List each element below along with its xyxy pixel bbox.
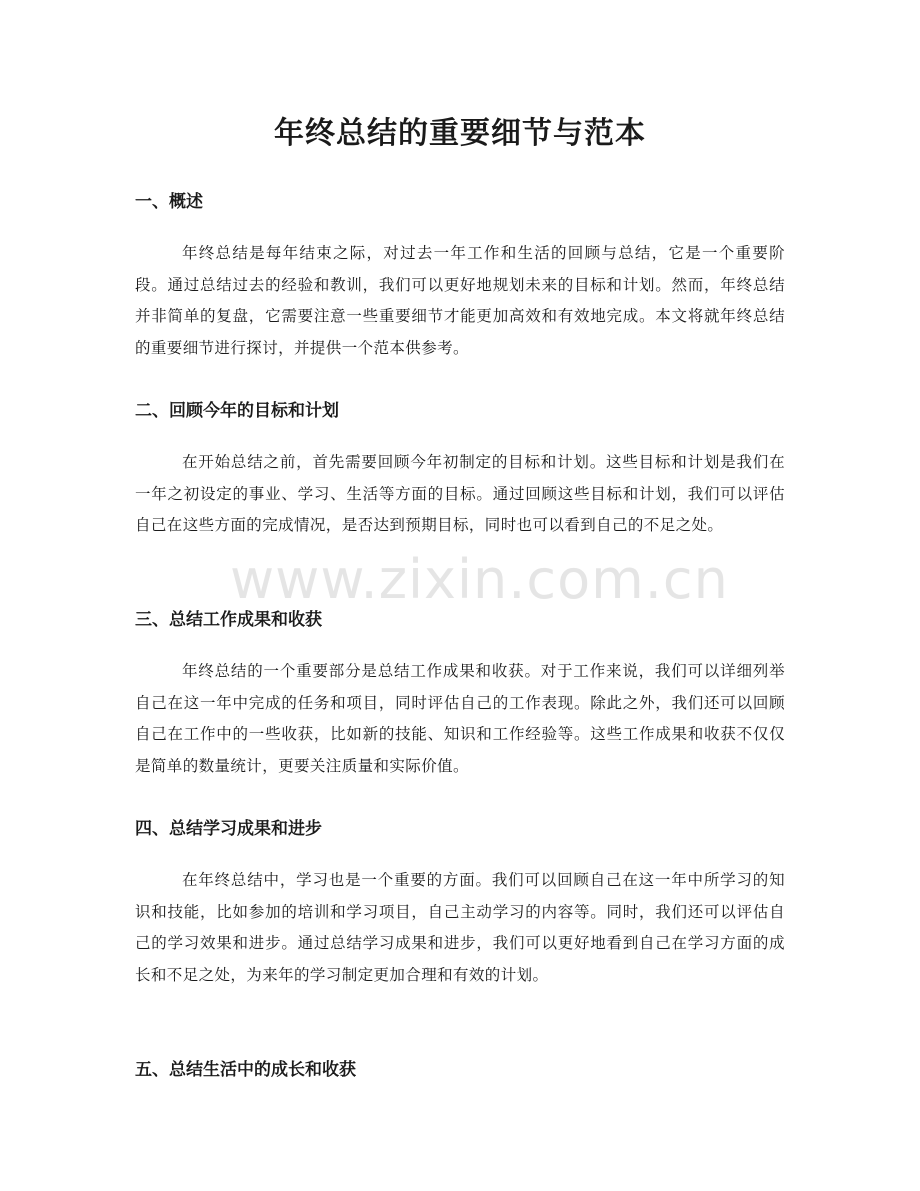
section-heading: 五、总结生活中的成长和收获 [135,1060,356,1080]
section-heading: 三、总结工作成果和收获 [135,610,322,630]
section-overview [135,190,785,364]
section-study-results [135,817,785,991]
section-life-growth [135,1058,785,1082]
document-title: 年终总结的重要细节与范本 [274,116,646,151]
watermark: www.zixin.com.cn [230,548,729,611]
section-paragraph: 在年终总结中，学习也是一个重要的方面。我们可以回顾自己在这一年中所学习的知识和技能，比如参加的培训和学习项目，自己主动学习的内容等。同时，我们还可以评估自己的学习效果和进步。通过总结学习成果和进步，我们可以更好地看到自己在学习方面的成长和不足之处，为来年的学习制定更加合理和有效的计划。 [135,871,785,984]
section-paragraph: 年终总结是每年结束之际，对过去一年工作和生活的回顾与总结，它是一个重要阶段。通过总结过去的经验和教训，我们可以更好地规划未来的目标和计划。然而，年终总结并非简单的复盘，它需要注意一些重要细节才能更加高效和有效地完成。本文将就年终总结的重要细节进行探讨，并提供一个范本供参考。 [135,244,785,357]
section-heading: 四、总结学习成果和进步 [135,819,322,839]
section-review-goals [135,399,785,542]
section-paragraph: 在开始总结之前，首先需要回顾今年初制定的目标和计划。这些目标和计划是我们在一年之初设定的事业、学习、生活等方面的目标。通过回顾这些目标和计划，我们可以评估自己在这些方面的完成情况，是否达到预期目标，同时也可以看到自己的不足之处。 [135,453,785,534]
section-paragraph: 年终总结的一个重要部分是总结工作成果和收获。对于工作来说，我们可以详细列举自己在这一年中完成的任务和项目，同时评估自己的工作表现。除此之外，我们还可以回顾自己在工作中的一些收获，比如新的技能、知识和工作经验等。这些工作成果和收获不仅仅是简单的数量统计，更要关注质量和实际价值。 [135,662,785,775]
section-heading: 二、回顾今年的目标和计划 [135,401,339,421]
section-work-results [135,608,785,782]
section-heading: 一、概述 [135,192,203,212]
